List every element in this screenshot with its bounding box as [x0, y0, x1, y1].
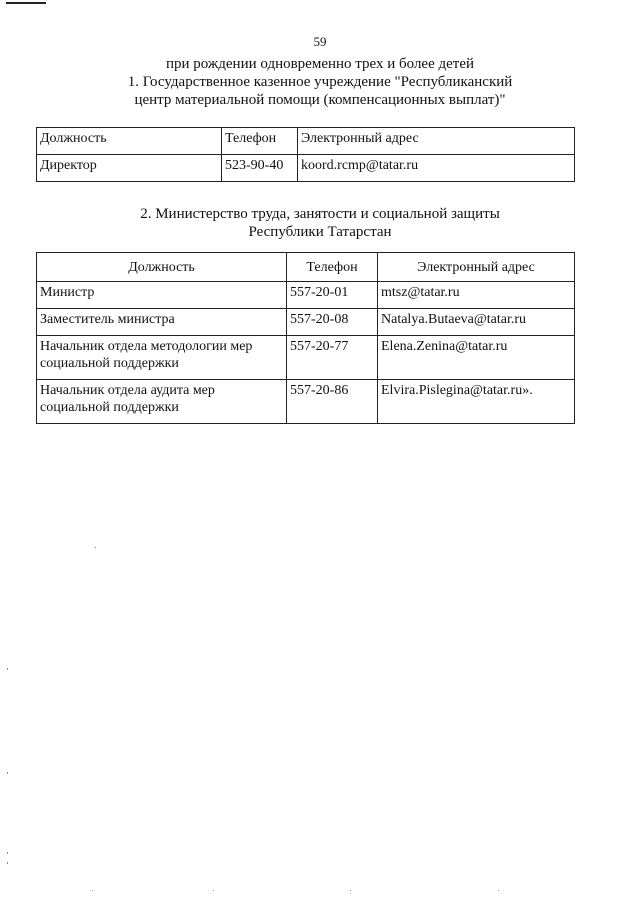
contacts-table-1	[36, 127, 575, 182]
cell-email: Elvira.Pislegina@tatar.ru».	[378, 380, 575, 424]
scan-speck	[7, 862, 8, 864]
heading-line: при рождении одновременно трех и более детей	[165, 56, 475, 72]
header-email: Электронный адрес	[378, 253, 575, 282]
cell-position: Директор	[37, 155, 222, 182]
cell-phone: 523-90-40	[222, 155, 298, 182]
cell-phone: 557-20-08	[287, 309, 378, 336]
cell-email: Natalya.Butaeva@tatar.ru	[378, 309, 575, 336]
heading-line: 2. Министерство труда, занятости и социальной защиты	[140, 206, 500, 222]
header-email: Электронный адрес	[298, 128, 575, 155]
heading-line: центр материальной помощи (компенсационных выплат)"	[134, 92, 506, 108]
scan-speck	[7, 852, 8, 854]
scan-speck	[213, 890, 214, 891]
heading-line: Республики Татарстан	[248, 224, 392, 240]
table-header-row	[37, 128, 575, 155]
table-row	[37, 282, 575, 309]
header-position: Должность	[37, 253, 287, 282]
table-row	[37, 309, 575, 336]
cell-phone: 557-20-86	[287, 380, 378, 424]
scan-speck	[95, 547, 96, 548]
table-row	[37, 380, 575, 424]
table-row	[37, 336, 575, 380]
table-header-row	[37, 253, 575, 282]
header-phone: Телефон	[287, 253, 378, 282]
cell-position: Начальник отдела методологии мер социальной поддержки	[37, 336, 287, 380]
scan-corner-mark	[6, 2, 46, 4]
scan-speck	[350, 890, 351, 891]
cell-position: Министр	[37, 282, 287, 309]
cell-phone: 557-20-77	[287, 336, 378, 380]
table-row	[37, 155, 575, 182]
contacts-table-2	[36, 252, 575, 424]
page-number: 59	[313, 34, 327, 49]
cell-email: Elena.Zenina@tatar.ru	[378, 336, 575, 380]
scan-speck	[7, 668, 8, 670]
cell-email: koord.rcmp@tatar.ru	[298, 155, 575, 182]
header-position: Должность	[37, 128, 222, 155]
cell-position: Начальник отдела аудита мер социальной поддержки	[37, 380, 287, 424]
scan-speck	[498, 890, 499, 891]
cell-email: mtsz@tatar.ru	[378, 282, 575, 309]
cell-position: Заместитель министра	[37, 309, 287, 336]
header-phone: Телефон	[222, 128, 298, 155]
scan-speck	[92, 890, 93, 891]
cell-phone: 557-20-01	[287, 282, 378, 309]
scan-speck	[7, 772, 8, 774]
section-1-heading	[0, 55, 640, 109]
section-2-heading	[0, 205, 640, 241]
heading-line: 1. Государственное казенное учреждение "Республиканский	[127, 74, 513, 90]
